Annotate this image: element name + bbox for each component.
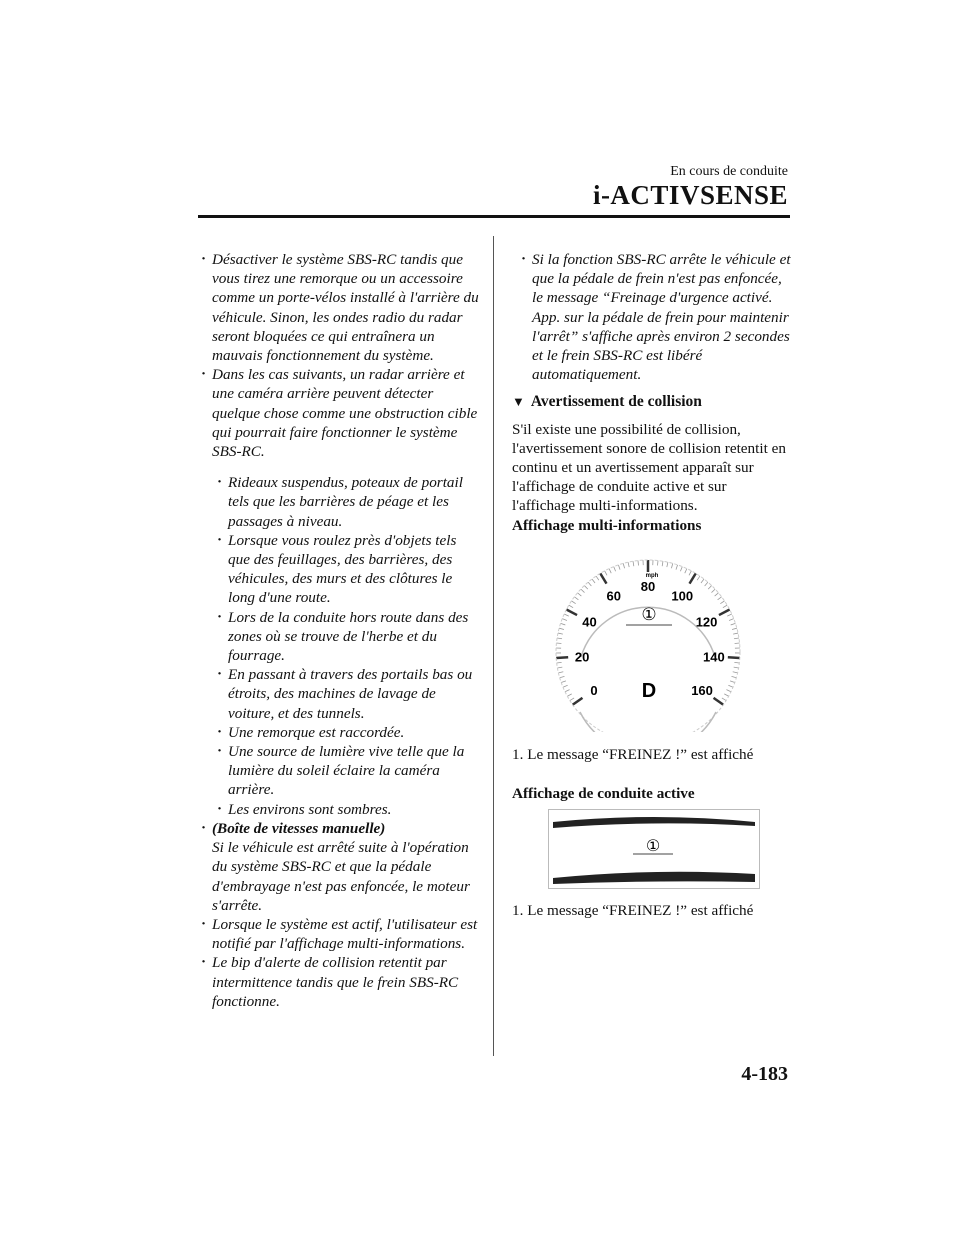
gauge-minor-tick: [557, 667, 562, 668]
callout-number-icon: ①: [641, 604, 657, 625]
gauge-major-tick: [728, 657, 740, 658]
gauge-minor-tick: [685, 568, 687, 573]
multi-info-heading: Affichage multi-informations: [512, 516, 702, 534]
gauge-label-60: 60: [606, 588, 621, 604]
gauge-minor-tick: [705, 582, 708, 586]
bullet-alert-beep: · Le bip d'alerte de collision retentit par intermittence tandis que le frein SBS-RC fonctionne.: [200, 953, 480, 1011]
bullet-tow-warning: · Désactiver le système SBS-RC tandis que vous tirez une remorque ou un accessoire comme un porte-vélos installé à l'arrière du véhicule. Sinon, les ondes radio du radar seront bloquées ce qui entraînera un mauvais fonctionnement du système.: [200, 250, 480, 365]
gauge-major-tick: [556, 657, 568, 658]
gauge-minor-tick: [697, 576, 700, 580]
gauge-minor-tick: [680, 566, 682, 571]
speedometer-gauge: [548, 547, 748, 732]
column-divider: [493, 236, 494, 1056]
inner-arc: [580, 712, 716, 732]
gauge-minor-tick: [574, 597, 578, 600]
triangle-marker-icon: ▼: [512, 394, 525, 410]
caption-multi-info: 1. Le message “FREINEZ !” est affiché: [512, 746, 754, 764]
gauge-label-0: 0: [590, 682, 598, 698]
gauge-minor-tick: [730, 681, 735, 683]
section-heading-collision-warning: [512, 392, 792, 411]
gauge-minor-tick: [734, 662, 739, 663]
sub-item-barriers: · Rideaux suspendus, poteaux de portail tels que les barrières de péage et les passages à niveau.: [216, 473, 480, 531]
gauge-minor-tick: [560, 676, 565, 677]
caption-active-driving: 1. Le message “FREINEZ !” est affiché: [512, 902, 754, 920]
gauge-minor-tick: [605, 571, 607, 575]
unit-label: mph: [645, 572, 659, 579]
gauge-label-120: 120: [695, 614, 718, 630]
gauge-minor-tick: [614, 566, 616, 571]
hud-bottom-bar: [553, 872, 755, 884]
sub-item-bright-light: · Une source de lumière vive telle que la lumière du soleil éclaire la caméra arrière.: [216, 742, 480, 800]
bullet-manual-transmission: [200, 819, 480, 915]
gauge-minor-tick: [557, 638, 562, 639]
gauge-minor-tick: [569, 605, 573, 608]
collision-warning-paragraph: S'il existe une possibilité de collision, l'avertissement sonore de collision retentit en continu et un avertissement apparaît sur l'affichage de conduite active et sur l'affichage multi-informations.: [512, 420, 786, 515]
gauge-minor-tick: [728, 685, 733, 687]
gauge-label-40: 40: [582, 614, 597, 630]
manual-transmission-title: (Boîte de vitesses manuelle): [212, 819, 386, 837]
gauge-minor-tick: [557, 662, 562, 663]
right-column: [512, 250, 792, 921]
gauge-minor-tick: [667, 562, 668, 567]
gauge-minor-tick: [732, 628, 737, 629]
gauge-minor-tick: [561, 623, 566, 625]
active-driving-heading: Affichage de conduite active: [512, 785, 695, 803]
gauge-minor-tick: [628, 562, 629, 567]
sub-item-off-road: · Lors de la conduite hors route dans des zones où se trouve de l'herbe et du fourrage.: [216, 608, 480, 666]
gauge-minor-tick: [578, 593, 582, 596]
gauge-label-160: 160: [691, 682, 713, 698]
gauge-minor-tick: [715, 593, 719, 596]
gauge-major-tick: [573, 698, 583, 705]
gauge-minor-tick: [633, 561, 634, 566]
page-number: 4-183: [741, 1063, 788, 1085]
gauge-minor-tick: [592, 579, 595, 583]
gauge-major-tick: [690, 573, 696, 583]
gauge-minor-tick: [708, 585, 711, 589]
gauge-major-tick: [714, 698, 724, 705]
gauge-minor-tick: [671, 563, 672, 568]
gauge-minor-tick: [559, 628, 564, 629]
bullet-brake-release: · Si la fonction SBS-RC arrête le véhicule et que la pédale de frein n'est pas enfoncée, le message “Freinage d'urgence activé. App. sur la pédale de frein pour maintenir l'arrêt” s'affiche après environ 2 secondes et le frein SBS-RC est libéré automatiquement.: [520, 250, 792, 384]
gauge-label-100: 100: [671, 588, 694, 604]
gauge-label-140: 140: [703, 649, 725, 665]
gauge-minor-tick: [727, 614, 732, 616]
bullet-notification: · Lorsque le système est actif, l'utilisateur est notifié par l'affichage multi-informations.: [200, 915, 480, 953]
active-driving-display-figure: [548, 809, 760, 889]
gauge-label-80: 80: [640, 578, 656, 594]
manual-transmission-text: Si le véhicule est arrêté suite à l'opération du système SBS-RC et que la pédale d'embrayage n'est pas enfoncée, le moteur s'arrête.: [212, 839, 470, 914]
gauge-minor-tick: [718, 597, 722, 600]
gauge-minor-tick: [724, 694, 728, 696]
gauge-minor-tick: [623, 563, 624, 568]
gauge-minor-tick: [726, 689, 731, 691]
gauge-minor-tick: [729, 618, 734, 620]
gauge-minor-tick: [732, 676, 737, 677]
gauge-minor-tick: [662, 561, 663, 566]
gauge-minor-tick: [733, 672, 738, 673]
gauge-minor-tick: [564, 614, 569, 616]
gauge-minor-tick: [567, 694, 571, 696]
multi-info-display-figure: [548, 547, 792, 737]
gauge-minor-tick: [562, 618, 567, 620]
gauge-minor-tick: [689, 571, 691, 575]
gauge-minor-tick: [581, 589, 585, 592]
hud-illustration: [549, 810, 759, 888]
gauge-minor-tick: [561, 681, 566, 683]
sub-item-trailer: · Une remorque est raccordée.: [216, 723, 480, 742]
gauge-minor-tick: [711, 589, 715, 592]
gauge-minor-tick: [572, 601, 576, 604]
gauge-minor-tick: [723, 605, 727, 608]
hud-top-bar: [553, 817, 755, 828]
gauge-minor-tick: [722, 698, 726, 701]
header-rule: [198, 215, 790, 218]
gauge-minor-tick: [701, 579, 704, 583]
gauge-minor-tick: [570, 698, 574, 701]
gauge-minor-tick: [731, 623, 736, 625]
sub-item-low-gates: · En passant à travers des portails bas ou étroits, des machines de lavage de voiture, et des tunnels.: [216, 665, 480, 723]
sub-item-dark: · Les environs sont sombres.: [216, 800, 480, 819]
gauge-minor-tick: [733, 633, 738, 634]
gauge-minor-tick: [618, 565, 620, 570]
gauge-minor-tick: [596, 576, 599, 580]
gauge-major-tick: [600, 573, 606, 583]
gauge-minor-tick: [558, 633, 563, 634]
gauge-minor-tick: [558, 672, 563, 673]
gauge-major-tick: [566, 609, 577, 615]
gauge-minor-tick: [563, 685, 568, 687]
gauge-minor-tick: [657, 560, 658, 565]
gear-indicator: D: [641, 679, 657, 702]
running-header-section: En cours de conduite: [670, 164, 788, 179]
gauge-minor-tick: [588, 582, 591, 586]
gauge-minor-tick: [676, 565, 678, 570]
gauge-minor-tick: [584, 585, 587, 589]
gauge-minor-tick: [734, 638, 739, 639]
gauge-minor-tick: [565, 689, 570, 691]
left-column: [200, 250, 480, 1011]
gauge-minor-tick: [720, 601, 724, 604]
gauge-label-20: 20: [574, 649, 590, 665]
sub-item-roadside-objects: · Lorsque vous roulez près d'objets tels que des feuillages, des barrières, des véhicules, des murs et des clôtures le long d'une route.: [216, 531, 480, 608]
gauge-major-tick: [719, 609, 730, 615]
section-title: Avertissement de collision: [530, 393, 702, 411]
gauge-minor-tick: [609, 568, 611, 573]
bullet-false-detection: · Dans les cas suivants, un radar arrière et une caméra arrière peuvent détecter quelque chose comme une obstruction cible qui pourrait faire fonctionner le système SBS-RC.: [200, 365, 480, 461]
gauge-minor-tick: [638, 560, 639, 565]
running-header-title: i-ACTIVSENSE: [592, 180, 788, 210]
hud-callout-number-icon: ①: [645, 836, 661, 856]
gauge-minor-tick: [734, 667, 739, 668]
